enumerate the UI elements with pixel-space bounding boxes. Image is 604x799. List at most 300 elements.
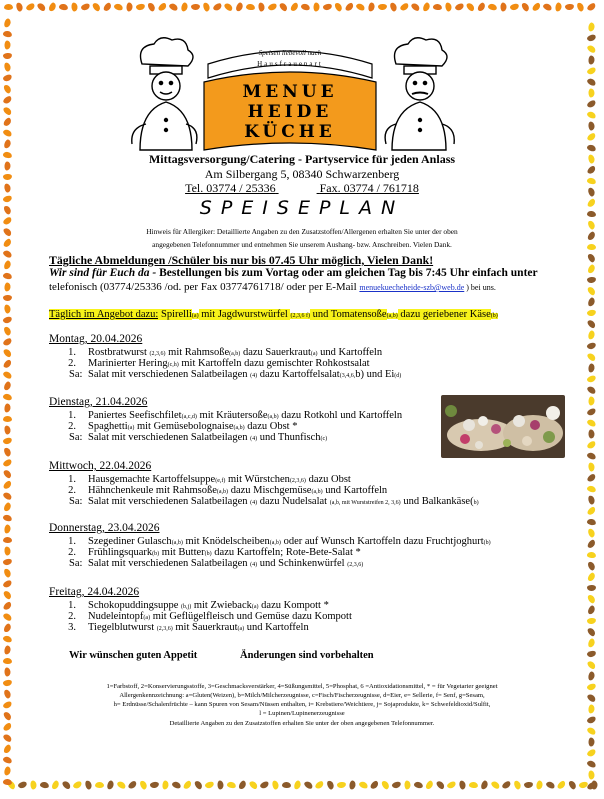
dish-text: und Thunfisch [257, 432, 321, 444]
leaf-ornament [223, 2, 234, 12]
dish-number: Sa: [69, 432, 83, 444]
leaf-ornament [586, 374, 597, 383]
leaf-ornament [588, 121, 595, 131]
dish-number: 2. [68, 358, 76, 370]
legend-line: 1=Farbstoff, 2=Konservierungsstoffe, 3=Geschmacksverstärker, 4=Süßungsmittel, 5=Phosphat, 6 =Antioxidationsmittel, * = für Vegetarier geeignet [106, 683, 498, 690]
leaf-ornament [588, 396, 594, 405]
dish-text: dazu Kartoffelsalat [257, 369, 340, 381]
dish-number: 1. [68, 474, 76, 485]
dish-number: Sa: [69, 369, 83, 381]
leaf-ornament [477, 2, 487, 13]
leaf-ornament [3, 568, 12, 579]
dish-number: 1. [68, 347, 76, 358]
dish-text: Spaghetti [88, 421, 128, 433]
leaf-ornament [48, 2, 57, 13]
leaf-ornament [586, 66, 597, 75]
leaf-ornament [480, 780, 489, 791]
allergen-code: (a,c,d) [181, 414, 197, 420]
leaf-ornament [3, 260, 12, 271]
legend-line: Detaillierte Angaben zu den Zusatzstoffen erhalten Sie unter der oben angegebenen Telefonnummer. [169, 720, 435, 727]
leaf-ornament [84, 780, 92, 790]
leaf-ornament [3, 295, 12, 301]
leaf-ornament [588, 55, 595, 64]
allergen-code: (e,f) [215, 478, 226, 484]
legend-line: l = Lupinen/Lupinenerzeugnisse [259, 710, 345, 717]
leaf-ornament [2, 359, 12, 370]
allergen-code: (a,b) [311, 489, 323, 496]
leaf-ornament [586, 132, 597, 142]
leaf-ornament [2, 393, 12, 401]
email-link[interactable]: menuekuecheheide-szb@web.de [359, 283, 465, 292]
leaf-ornament [4, 425, 11, 435]
dish-line [88, 421, 297, 432]
allergen-code: (a,b) [233, 425, 245, 432]
leaf-ornament [435, 780, 446, 791]
leaf-ornament [587, 264, 596, 275]
leaf-ornament [4, 40, 10, 49]
leaf-ornament [2, 437, 12, 445]
allergen-code: (a,b, mit Wurststreifen 2, 3,6) [329, 500, 401, 507]
leaf-ornament [72, 780, 83, 790]
leaf-ornament [4, 667, 11, 676]
leaf-ornament [4, 4, 13, 10]
leaf-ornament [587, 594, 597, 605]
dish-text: dazu Kompott * [258, 600, 329, 611]
leaf-ornament [587, 518, 597, 526]
leaf-ornament [126, 2, 133, 11]
leaf-ornament [3, 84, 13, 95]
leaf-ornament [259, 780, 270, 790]
leaf-ornament [2, 458, 13, 468]
leaf-ornament [313, 2, 319, 11]
leaf-ornament [113, 3, 124, 12]
leaf-ornament [2, 337, 13, 347]
allergen-code: (a) [237, 626, 245, 633]
leaf-ornament [3, 139, 12, 150]
leaf-ornament [182, 780, 192, 791]
allergen-code: (a,b) [267, 414, 279, 420]
leaf-ornament [2, 370, 13, 380]
leaf-ornament [3, 381, 12, 392]
daily-offer-c: und Tomatensoße [309, 309, 387, 320]
leaf-ornament [389, 2, 398, 13]
leaf-ornament [202, 2, 210, 12]
day-heading: Dienstag, 21.04.2026 [49, 396, 148, 408]
dish-text: dazu Sauerkraut [240, 347, 311, 358]
allergen-code: (b,j) [181, 604, 192, 610]
dish-text: Szegediner Gulasch [88, 536, 172, 547]
leaf-ornament [586, 539, 596, 550]
leaf-ornament [3, 537, 12, 543]
dish-number: 1. [68, 536, 76, 547]
address: Am Silbergang 5, 08340 Schwarzenberg [204, 167, 400, 181]
daily-offer-b: mit Jagdwurstwürfel [198, 309, 291, 320]
leaf-ornament [586, 506, 597, 517]
leaf-ornament [71, 2, 78, 12]
leaf-ornament [568, 780, 578, 791]
leaf-ornament [586, 451, 597, 460]
leaf-ornament [586, 34, 597, 43]
allergen-code: (a) [191, 313, 199, 319]
leaf-ornament [300, 3, 310, 11]
leaf-ornament [337, 781, 347, 788]
closing-greeting: Wir wünschen guten Appetit [69, 650, 198, 661]
daily-offer-label: Täglich im Angebot dazu: [49, 309, 159, 320]
day-heading: Mittwoch, 22.04.2026 [49, 460, 152, 472]
dish-number: Sa: [69, 558, 83, 570]
allergen-code: (d) [394, 373, 402, 380]
leaf-ornament [588, 363, 595, 373]
leaf-ornament [2, 74, 13, 83]
dish-text: Paniertes Seefischfilet [88, 410, 182, 421]
dish-text: mit Gemüsebolognaise [134, 421, 234, 433]
order-intro: Wir sind für Euch da - [49, 267, 157, 279]
leaf-ornament [399, 2, 410, 12]
leaf-ornament [425, 780, 435, 791]
leaf-ornament [3, 447, 12, 458]
dish-text: b) und Ei [355, 369, 395, 381]
leaf-ornament [3, 326, 12, 337]
dish-text: mit Geflügelfleisch und Gemüse dazu Kompott [150, 611, 352, 623]
leaf-ornament [95, 782, 104, 788]
food-platter-photo [441, 395, 565, 458]
allergen-code: (b) [483, 540, 491, 546]
leaf-ornament [2, 117, 12, 128]
dish-text: mit Rahmsoße [165, 347, 230, 358]
leaf-ornament [588, 429, 594, 438]
leaf-ornament [545, 780, 556, 789]
leaf-ornament [509, 3, 519, 11]
leaf-ornament [4, 403, 11, 413]
allergen-code: (2,3,6) [149, 351, 166, 357]
leaf-ornament [391, 781, 401, 789]
leaf-ornament [349, 780, 356, 790]
leaf-ornament [2, 316, 12, 324]
dish-text: oder auf Wunsch Kartoffeln dazu Fruchtjoghurt [280, 536, 484, 547]
phone-fax-line [0, 181, 604, 196]
leaf-ornament [193, 780, 203, 791]
allergen-code: (2,3,6) [156, 626, 173, 633]
leaf-ornament [586, 342, 596, 350]
leaf-ornament [587, 605, 596, 616]
allergy-note-line-2: angegebenen Telefonnummer und entnehmen Sie unserem Aushang- bzw. Anschreiben. Vielen Dank. [152, 240, 452, 249]
leaf-ornament [3, 502, 12, 513]
dish-text: dazu Obst * [244, 421, 298, 433]
leaf-ornament [555, 2, 562, 12]
contact-tail: ) bei uns. [464, 283, 496, 292]
leaf-ornament [4, 645, 12, 655]
leaf-ornament [4, 546, 11, 556]
leaf-ornament [303, 780, 314, 790]
leaf-ornament [381, 780, 391, 791]
leaf-ornament [587, 552, 596, 559]
allergen-code: (2,3,6) [347, 562, 364, 569]
leaf-ornament [36, 2, 47, 12]
page-title: SPEISEPLAN [199, 197, 405, 219]
leaf-ornament [4, 62, 12, 72]
leaf-ornament [565, 4, 575, 11]
dish-line [88, 536, 491, 547]
leaf-ornament [2, 469, 12, 480]
dish-text: mit Kräutersoße [196, 410, 268, 421]
leaf-ornament [2, 491, 13, 501]
leaf-ornament [258, 2, 265, 12]
contact-text: telefonisch (03774/25336 /od. per Fax 03774761718/ oder per E-Mail [49, 281, 360, 293]
leaf-ornament [127, 780, 138, 790]
dish-line [88, 547, 361, 558]
leaf-ornament [586, 385, 597, 395]
leaf-ornament [293, 780, 302, 790]
leaf-ornament [25, 2, 36, 12]
leaf-ornament [162, 780, 169, 790]
leaf-ornament [465, 2, 475, 13]
allergen-code: (2,3,6) [289, 478, 306, 484]
leaf-ornament [576, 2, 585, 13]
leaf-ornament [446, 780, 457, 789]
leaf-ornament [586, 319, 597, 330]
leaf-ornament [556, 780, 567, 791]
leaf-ornament [235, 2, 244, 13]
leaf-ornament [150, 781, 160, 788]
dish-text: Salat mit verschiedenen Salatbeilagen [88, 432, 251, 444]
leaf-ornament [587, 617, 597, 624]
dish-line [88, 622, 309, 633]
dish-text: und Kartoffeln [317, 347, 383, 358]
leaf-ornament [586, 627, 596, 638]
dish-text: mit Würstchen [225, 474, 290, 485]
leaf-ornament [2, 612, 13, 622]
leaf-ornament [588, 770, 595, 779]
dish-number: 2. [68, 547, 76, 559]
allergen-code: (a) [127, 425, 135, 432]
leaf-ornament [59, 3, 69, 10]
allergen-code: (4) [250, 373, 258, 380]
dish-text: Rostbratwurst [88, 347, 150, 358]
leaf-ornament [531, 2, 541, 13]
legend-line: h= Erdnüsse/Schalenfrüchte – kann Spuren von Sesam/Nüssen enthalten, i= Krebstiere/Weichtiere, j= Sojaprodukte, k= Schwefeldioxid/Sulfit, [113, 701, 491, 708]
leaf-ornament [369, 780, 379, 791]
logo-word-menue: MENUE [242, 82, 338, 102]
allergen-code: (b) [490, 313, 498, 319]
dish-number: 2. [68, 485, 76, 497]
leaf-ornament [588, 462, 595, 472]
leaf-ornament [368, 2, 376, 12]
dish-text: Tiegelblutwurst [88, 622, 157, 634]
leaf-ornament [2, 590, 12, 601]
leaf-ornament [106, 780, 114, 790]
dish-line [88, 369, 401, 380]
dish-text: Hausgemachte Kartoffelsuppe [88, 474, 216, 485]
dish-line [88, 496, 479, 507]
leaf-ornament [587, 572, 597, 583]
leaf-ornament [3, 416, 12, 422]
leaf-ornament [586, 473, 597, 483]
dish-text: Marinierter Hering [88, 358, 168, 370]
leaf-ornament [80, 3, 91, 12]
leaf-ornament [191, 4, 200, 10]
leaf-ornament [3, 779, 13, 786]
leaf-ornament [147, 2, 157, 13]
leaf-ornament [289, 2, 299, 13]
leaf-ornament [3, 53, 13, 60]
leaf-ornament [586, 99, 597, 109]
dish-text: mit Kartoffeln dazu gemischter Rohkostsalat [178, 358, 370, 370]
allergen-code: (a) [251, 604, 259, 610]
allergen-code: (4) [250, 562, 258, 569]
leaf-ornament [445, 2, 452, 12]
contact-notice [49, 281, 569, 293]
dish-text: Salat mit verschiedenen Salatbeilagen [88, 369, 251, 381]
leaf-ornament [501, 3, 507, 12]
leaf-ornament [586, 77, 597, 87]
leaf-ornament [116, 780, 127, 790]
leaf-ornament [536, 780, 544, 790]
closing-disclaimer: Änderungen sind vorbehalten [240, 650, 374, 661]
leaf-ornament [272, 780, 280, 790]
leaf-ornament [248, 780, 259, 791]
dish-text: mit Butter [159, 547, 205, 559]
leaf-ornament [181, 2, 189, 12]
leaf-ornament [204, 781, 214, 790]
day-heading: Montag, 20.04.2026 [49, 333, 143, 345]
leaf-ornament [422, 2, 431, 13]
leaf-ornament [2, 601, 13, 612]
leaf-ornament [61, 780, 72, 791]
leaf-ornament [588, 737, 594, 746]
dish-line [88, 558, 363, 569]
order-text: Bestellungen bis zum Vortag oder am gleichen Tag bis 7:45 Uhr einfach unter [156, 267, 538, 279]
allergen-code: (c,h) [167, 362, 179, 369]
dish-text: Frühlingsquark [88, 547, 153, 559]
allergen-code: (a) [143, 615, 151, 622]
leaf-ornament [17, 781, 28, 790]
leaf-ornament [588, 22, 596, 32]
allergen-code: (a) [310, 351, 318, 357]
fax-number: Fax. 03774 / 761718 [319, 181, 419, 195]
leaf-ornament [217, 780, 223, 789]
leaf-ornament [524, 782, 533, 789]
leaf-ornament [4, 524, 11, 534]
leaf-ornament [2, 756, 13, 765]
leaf-ornament [355, 2, 366, 12]
allergen-code: (b) [152, 551, 160, 558]
leaf-ornament [586, 418, 597, 428]
leaf-ornament [334, 2, 344, 13]
dish-number: 3. [68, 622, 76, 634]
leaf-ornament [586, 660, 597, 671]
leaf-ornament [586, 110, 597, 119]
leaf-ornament [586, 2, 597, 12]
dish-line [88, 485, 387, 496]
dish-text: Nudeleintopf [88, 611, 144, 623]
allergen-code: (a,b) [216, 489, 229, 496]
leaf-ornament [314, 780, 325, 790]
leaf-ornament [282, 782, 291, 788]
dish-text: mit Knödelscheiben [182, 536, 270, 547]
leaf-ornament [378, 4, 387, 11]
leaf-ornament [587, 638, 596, 648]
leaf-ornament [588, 671, 596, 681]
leaf-ornament [212, 2, 223, 12]
dish-text: dazu Nudelsalat [257, 496, 330, 508]
dish-text: dazu Kartoffeln; Rote-Bete-Salat * [211, 547, 361, 559]
day-heading: Freitag, 24.04.2026 [49, 586, 140, 598]
dish-text: dazu Obst [305, 474, 351, 485]
leaf-ornament [2, 249, 13, 259]
leaf-ornament [454, 2, 465, 11]
leaf-ornament [586, 748, 597, 758]
dish-line [88, 432, 327, 443]
leaf-ornament [226, 781, 236, 789]
leaf-ornament [3, 18, 11, 28]
dish-line [88, 347, 382, 358]
leaf-ornament [91, 2, 101, 13]
leaf-ornament [586, 144, 596, 153]
leaf-ornament [586, 44, 597, 54]
dish-text: Salat mit verschiedenen Salatbeilagen [88, 558, 251, 570]
leaf-ornament [2, 558, 12, 566]
leaf-ornament [586, 407, 597, 417]
dish-text: mit Sauerkraut [172, 622, 238, 634]
leaf-ornament [2, 348, 12, 359]
dish-text: Schokopuddingsuppe [88, 600, 182, 611]
leaf-ornament [2, 514, 12, 522]
leaf-ornament [322, 3, 332, 11]
leaf-ornament [4, 304, 11, 314]
service-line: Mittagsversorgung/Catering - Partyservice für jeden Anlass [148, 152, 456, 166]
leaf-ornament [3, 30, 13, 37]
allergen-code: (a,b) [229, 351, 241, 357]
leaf-ornament [587, 561, 596, 572]
daily-offer [49, 309, 569, 320]
leaf-ornament [410, 2, 421, 12]
leaf-ornament [587, 253, 597, 264]
leaf-ornament [587, 585, 596, 591]
leaf-ornament [135, 3, 145, 11]
dish-number: Sa: [69, 496, 83, 508]
dish-text: und Kartoffeln [244, 622, 309, 634]
allergen-code: b) [473, 500, 479, 507]
leaf-ornament [2, 128, 13, 138]
dish-text: dazu Mischgemüse [228, 485, 312, 497]
logo-word-heide: HEIDE [247, 102, 333, 122]
leaf-ornament [501, 780, 512, 790]
dish-number: 2. [68, 421, 76, 433]
daily-offer-d: dazu geriebener Käse [397, 309, 491, 320]
leaf-ornament [2, 480, 12, 491]
dish-line [88, 410, 402, 421]
dish-line [88, 474, 351, 485]
leaf-ornament [404, 780, 410, 789]
leaf-ornament [15, 2, 23, 12]
allergen-code: (b) [204, 551, 212, 558]
leaf-ornament [586, 440, 597, 450]
leaf-ornament [2, 579, 13, 589]
leaf-ornament [344, 2, 355, 13]
leaf-ornament [3, 744, 13, 755]
logo-arc-text: Speisen liebevoll nach [258, 49, 322, 57]
leaf-ornament [587, 330, 595, 340]
logo-arc-text-2: Hausfrauenart [257, 60, 323, 68]
leaf-ornament [587, 528, 596, 539]
dish-line [88, 358, 370, 369]
dish-text: und Schinkenwürfel [257, 558, 348, 570]
leaf-ornament [40, 781, 50, 789]
leaf-ornament [326, 780, 335, 791]
logo [120, 34, 460, 152]
dish-text: dazu Rotkohl und Kartoffeln [278, 410, 403, 421]
leaf-ornament [4, 282, 11, 292]
